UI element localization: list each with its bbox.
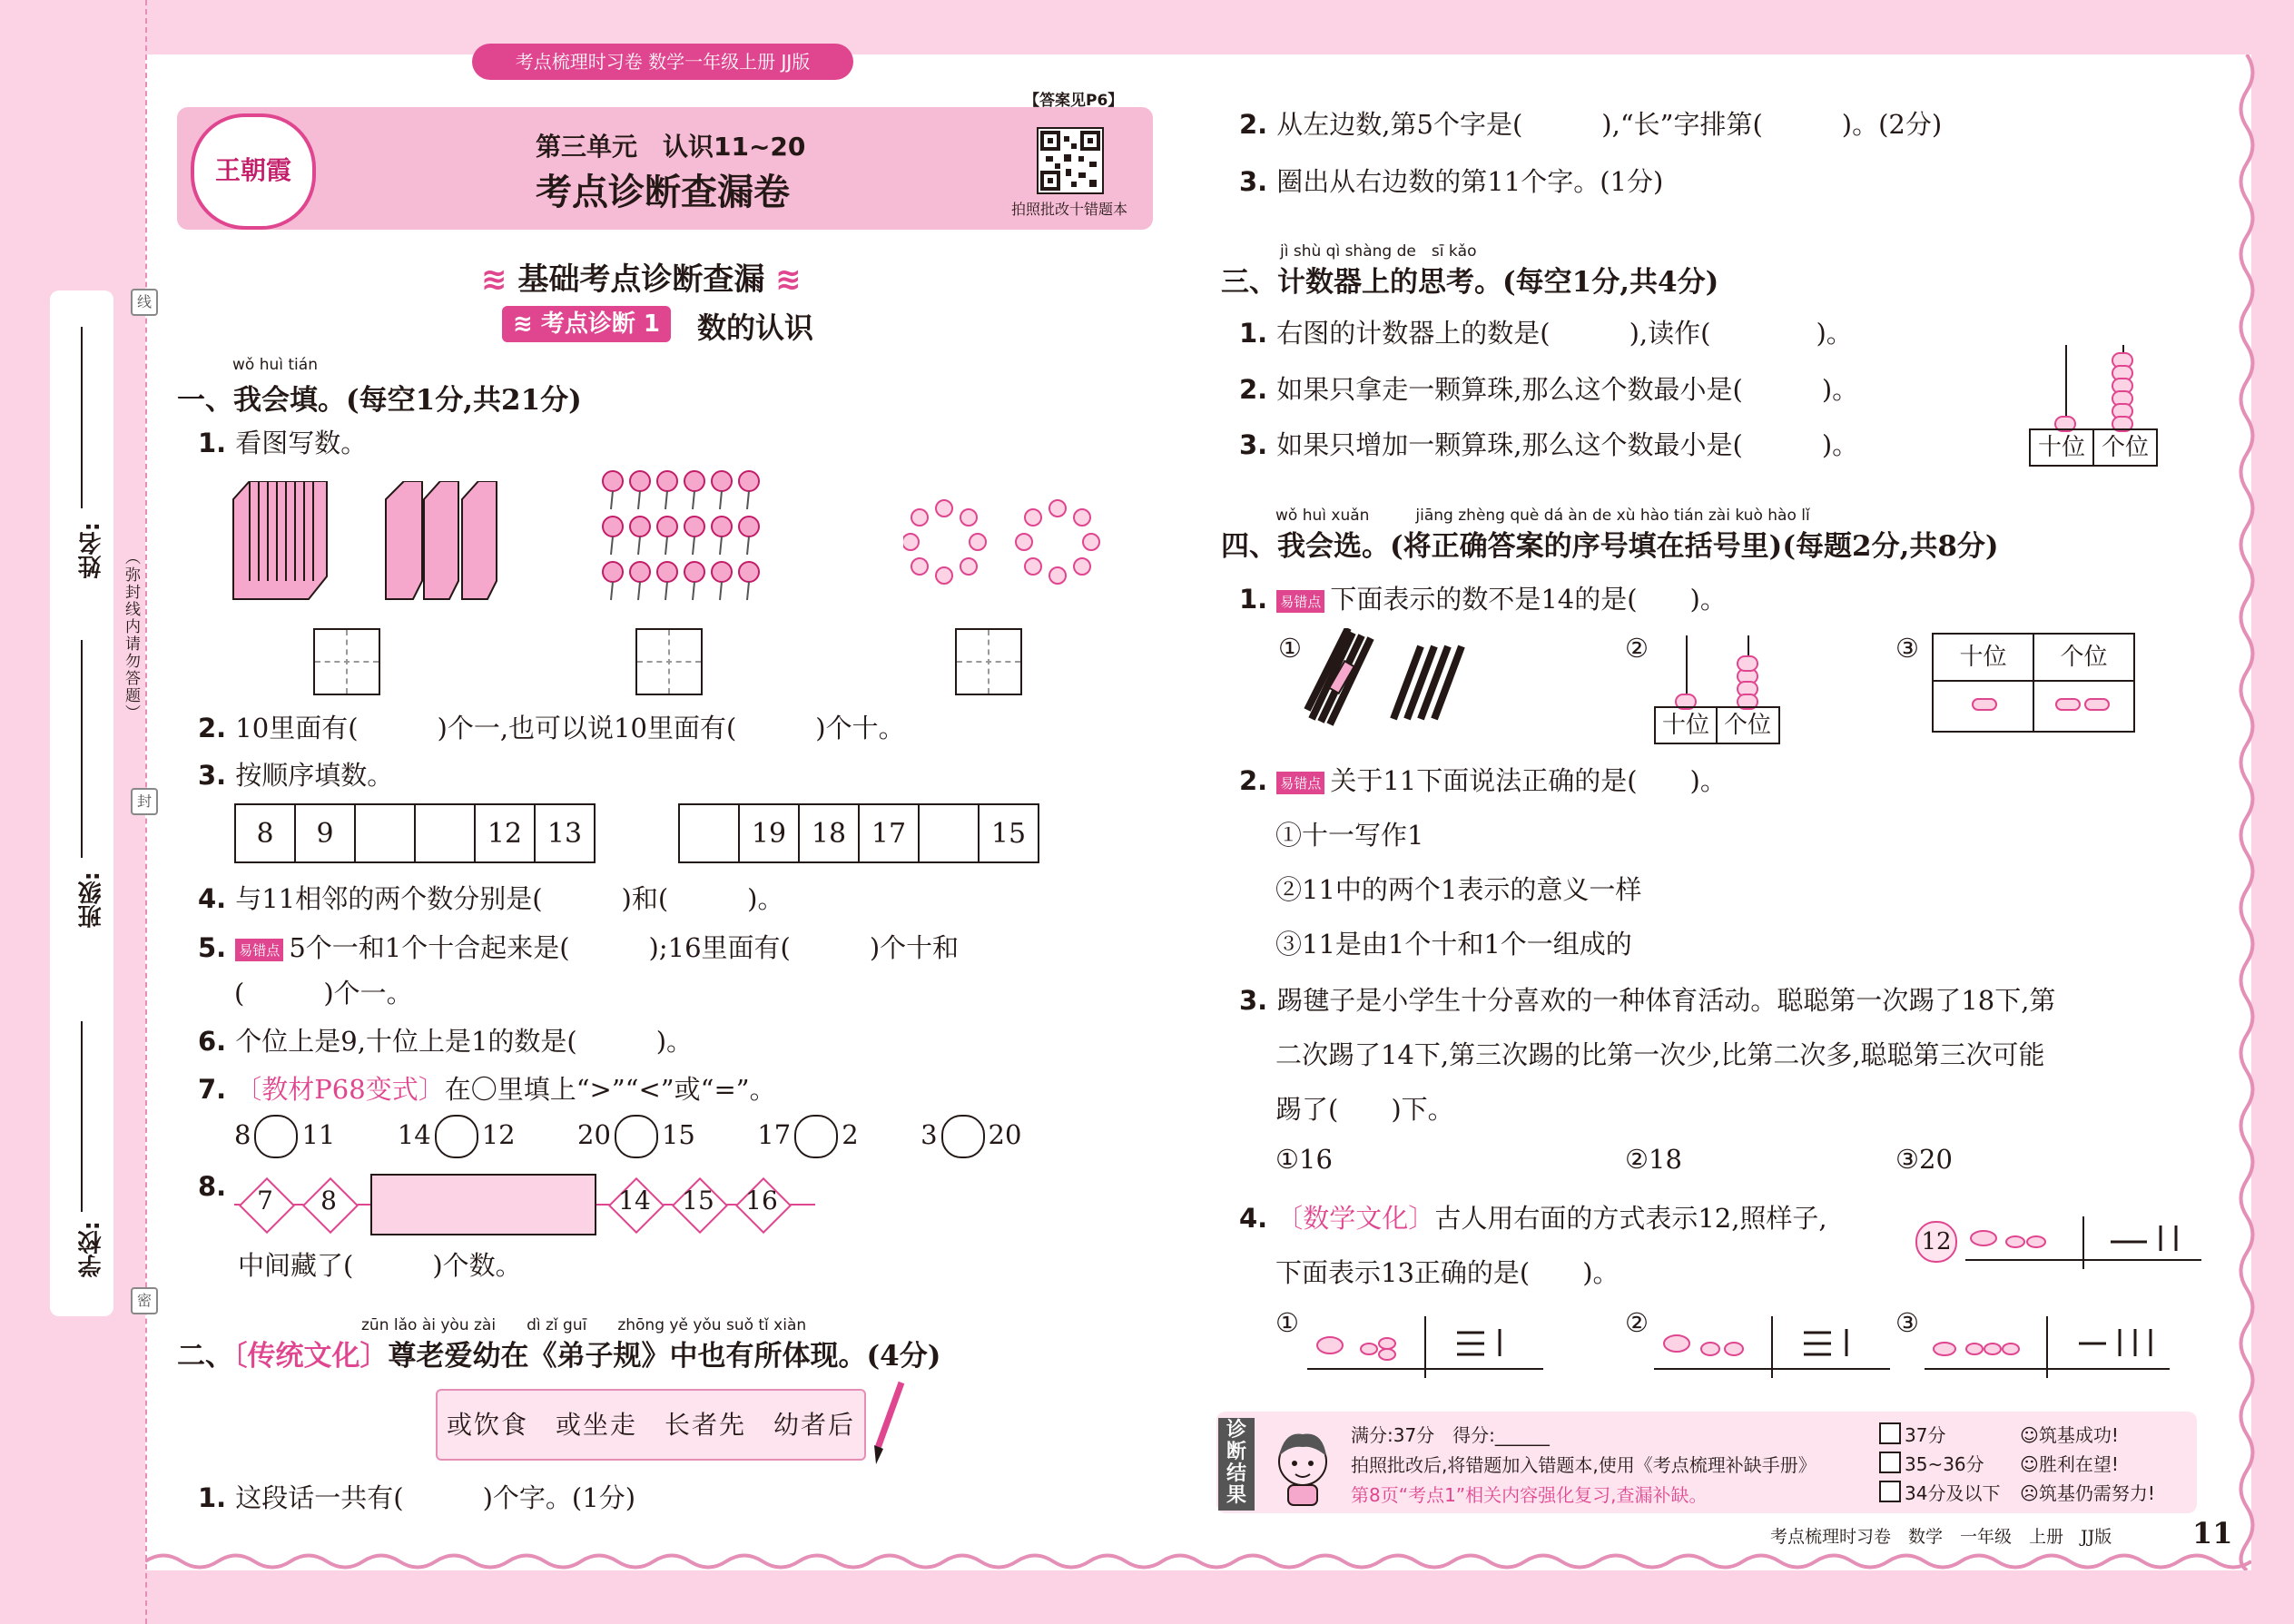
wave-border-right — [2233, 54, 2260, 1570]
footer-text: 考点梳理时习卷 数学 一年级 上册 JJ版 — [1770, 1527, 2112, 1547]
publisher-logo — [191, 113, 316, 230]
option-marker[interactable]: ③ — [1895, 633, 1919, 664]
q4-2-option[interactable]: ②11中的两个1表示的意义一样 — [1275, 874, 1642, 905]
level-range: 34分及以下 — [1905, 1482, 2001, 1504]
diamond-number: 7 — [257, 1186, 273, 1216]
close-mark: 密 — [131, 1287, 158, 1314]
q4-4: 4. 〔数学文化〕古人用右面的方式表示12,照样子, — [1239, 1203, 1827, 1234]
option-marker[interactable]: ① — [1278, 633, 1302, 664]
q4-3-line3: 踢了( )下。 — [1275, 1094, 1454, 1125]
student-avatar — [1266, 1423, 1339, 1511]
sad-icon: ☹ — [2020, 1482, 2039, 1504]
q1-5-cont: ( )个一。 — [234, 978, 413, 1009]
place-value-table: 十位 个位 — [1932, 633, 2135, 733]
bead-rings-picture — [903, 499, 1112, 594]
answer-reference: 【答案见P6】 — [1024, 92, 1124, 110]
q4-2-option[interactable]: ①十一写作1 — [1275, 820, 1424, 851]
smile-icon: ☺ — [2020, 1424, 2039, 1446]
q2-1: 1. 这段话一共有( )个字。(1分) — [198, 1482, 636, 1513]
answer-box[interactable] — [635, 628, 703, 695]
hidden-numbers-box — [370, 1174, 596, 1235]
sequence-cell[interactable] — [415, 804, 475, 862]
q4-4-line2: 下面表示13正确的是( )。 — [1275, 1257, 1620, 1288]
question-4-heading: 四、我会选。(将正确答案的序号填在括号里)(每题2分,共8分) — [1221, 530, 1999, 563]
pinyin-q2: zūn lǎo ài yòu zài dì zǐ guī zhōng yě yǒu suǒ tǐ xiàn — [361, 1316, 807, 1334]
sequence-cell: 17 — [859, 804, 919, 862]
compare-right: 11 — [301, 1119, 336, 1150]
lollipops-picture — [595, 468, 776, 616]
q1-4: 4. 与11相邻的两个数分别是( )和( )。 — [198, 883, 784, 914]
seal-notice: （弥封线内请勿答题） — [122, 549, 140, 722]
sequence-cell: 19 — [739, 804, 799, 862]
compare-left: 17 — [757, 1119, 792, 1150]
q4-1: 1. 易错点 下面表示的数不是14的是( )。 — [1239, 584, 1727, 615]
sequence-cell: 9 — [295, 804, 355, 862]
easy-mistake-badge: 易错点 — [235, 939, 283, 961]
compare-circle[interactable] — [615, 1115, 658, 1158]
compare-right: 12 — [481, 1119, 516, 1150]
ancient-numeral-sample — [1965, 1216, 2201, 1275]
advice-line-2: 第8页“考点1”相关内容强化复习,查漏补缺。 — [1351, 1484, 1708, 1506]
compare-row — [234, 1115, 1021, 1158]
name-label: 姓名: — [78, 522, 105, 579]
line-mark: 线 — [131, 289, 158, 316]
compare-circle[interactable] — [941, 1115, 985, 1158]
q4-2: 2. 易错点 关于11下面说法正确的是( )。 — [1239, 765, 1727, 796]
seal-mark: 封 — [131, 788, 158, 815]
question-1-heading: 一、我会填。(每空1分,共21分) — [177, 384, 582, 417]
wave-border-bottom — [145, 1548, 2251, 1575]
sequence-table-1 — [234, 803, 596, 863]
q2-2: 2. 从左边数,第5个字是( ),“长”字排第( )。(2分) — [1239, 109, 1943, 140]
section-title: ≋ 基础考点诊断查漏 ≋ — [481, 261, 802, 298]
school-line[interactable] — [81, 1021, 83, 1212]
answer-box[interactable] — [313, 628, 380, 695]
q1-3: 3. 按顺序填数。 — [198, 760, 394, 791]
compare-circle[interactable] — [254, 1115, 298, 1158]
level-range: 35~36分 — [1905, 1453, 1984, 1475]
sequence-cell: 12 — [475, 804, 535, 862]
q3-3: 3. 如果只增加一颗算珠,那么这个数最小是( )。 — [1239, 429, 1859, 460]
q4-3-line2: 二次踢了14下,第三次踢的比第一次少,比第二次多,聪聪第三次可能 — [1275, 1039, 2045, 1070]
diamond-number: 16 — [745, 1186, 778, 1216]
sample-number: 12 — [1915, 1221, 1957, 1263]
question-2-heading: 二、〔传统文化〕尊老爱幼在《弟子规》中也有所体现。(4分) — [177, 1340, 941, 1373]
sequence-cell: 15 — [979, 804, 1039, 862]
diamond-number: 14 — [618, 1186, 651, 1216]
compare-right: 2 — [842, 1119, 859, 1150]
sequence-table-2 — [678, 803, 1039, 863]
bead — [2055, 698, 2081, 711]
pinyin-q1: wǒ huì tián — [232, 356, 318, 374]
sequence-cell[interactable] — [355, 804, 415, 862]
bead — [1972, 698, 1997, 711]
compare-circle[interactable] — [794, 1115, 838, 1158]
q1-5: 5. 易错点 5个一和1个十合起来是( );16里面有( )个十和 — [198, 932, 960, 963]
class-line[interactable] — [81, 640, 83, 858]
sequence-cell[interactable] — [919, 804, 979, 862]
page-title: 考点诊断查漏卷 — [536, 172, 790, 213]
easy-mistake-badge: 易错点 — [1276, 590, 1324, 613]
place-value-label: 十位 个位 — [2029, 428, 2158, 467]
sequence-cell[interactable] — [679, 804, 739, 862]
diamond-number: 15 — [682, 1186, 714, 1216]
level-checkbox[interactable] — [1879, 1422, 1901, 1444]
score-line: 满分:37分 得分:______ — [1351, 1424, 1550, 1446]
page-number: 11 — [2192, 1516, 2233, 1550]
compare-circle[interactable] — [435, 1115, 478, 1158]
sequence-cell: 13 — [535, 804, 595, 862]
option-marker[interactable]: ① — [1275, 1307, 1299, 1338]
diamond-number: 8 — [320, 1186, 337, 1216]
option-numeral-2 — [1654, 1316, 1890, 1383]
q4-2-option[interactable]: ③11是由1个十和1个一组成的 — [1275, 929, 1632, 960]
level-message: ☹筑基仍需努力! — [2020, 1482, 2155, 1504]
scroll-quote: 或饮食 或坐走 长者先 幼者后 — [436, 1389, 866, 1461]
level-checkbox[interactable] — [1879, 1452, 1901, 1473]
logo-text: 王朝霞 — [214, 155, 291, 185]
bead — [2084, 698, 2110, 711]
name-line[interactable] — [81, 327, 83, 508]
q1-8-number: 8. — [198, 1171, 227, 1202]
level-range: 37分 — [1905, 1424, 1946, 1446]
diagnosis-title: 数的认识 — [697, 310, 814, 345]
diagnosis-badge: ≋ 考点诊断 1 — [502, 306, 671, 342]
sticks-bundle-picture — [1303, 628, 1466, 736]
compare-left: 8 — [234, 1119, 251, 1150]
option-marker[interactable]: ② — [1625, 1307, 1649, 1338]
pinyin-q3: jì shù qì shàng de sī kǎo — [1280, 242, 1477, 261]
option-marker[interactable]: ② — [1625, 633, 1649, 664]
brush-icon — [867, 1380, 908, 1470]
qr-code-icon[interactable] — [1037, 127, 1104, 194]
q1-1: 1. 看图写数。 — [198, 428, 368, 458]
qr-caption: 拍照批改十错题本 — [1011, 201, 1128, 218]
q1-6: 6. 个位上是9,十位上是1的数是( )。 — [198, 1026, 694, 1057]
option-numeral-1 — [1307, 1316, 1543, 1383]
q2-3: 3. 圈出从右边数的第11个字。(1分) — [1239, 166, 1664, 197]
sequence-cell: 8 — [235, 804, 295, 862]
books-bundle-picture — [231, 481, 531, 612]
q4-3-option[interactable]: ①16 — [1275, 1144, 1333, 1175]
pinyin-q4: wǒ huì xuǎn jiāng zhèng què dá àn de xù hào tián zài kuò hào lǐ — [1275, 507, 1810, 525]
q1-8-tail: 中间藏了( )个数。 — [238, 1250, 522, 1281]
answer-box[interactable] — [955, 628, 1022, 695]
compare-left: 20 — [577, 1119, 611, 1150]
advice-line-1: 拍照批改后,将错题加入错题本,使用《考点梳理补缺手册》 — [1351, 1454, 1816, 1476]
q1-7: 7. 〔教材P68变式〕在〇里填上“>”“<”或“=”。 — [198, 1074, 776, 1105]
option-numeral-3 — [1925, 1316, 2170, 1383]
place-value-label: 十位 个位 — [1654, 706, 1780, 744]
q3-2: 2. 如果只拿走一颗算珠,那么这个数最小是( )。 — [1239, 374, 1859, 405]
q4-3-option[interactable]: ②18 — [1625, 1144, 1682, 1175]
unit-title: 第三单元 认识11~20 — [536, 132, 806, 162]
compare-right: 15 — [661, 1119, 695, 1150]
wave-icon: ≋ — [481, 261, 518, 298]
q4-3: 3. 踢毽子是小学生十分喜欢的一种体育活动。聪聪第一次踢了18下,第 — [1239, 985, 2056, 1016]
result-header: 诊断结果 — [1218, 1418, 1255, 1511]
easy-mistake-badge: 易错点 — [1276, 772, 1324, 794]
compare-left: 3 — [921, 1119, 938, 1150]
option-marker[interactable]: ③ — [1895, 1307, 1919, 1338]
level-message: ☺筑基成功! — [2020, 1424, 2119, 1446]
compare-left: 14 — [397, 1119, 431, 1150]
q1-2: 2. 10里面有( )个一,也可以说10里面有( )个十。 — [198, 713, 905, 743]
q4-3-option[interactable]: ③20 — [1895, 1144, 1953, 1175]
series-tag: 考点梳理时习卷 数学一年级上册 JJ版 — [472, 44, 853, 80]
question-3-heading: 三、计数器上的思考。(每空1分,共4分) — [1221, 266, 1719, 299]
class-label: 班级: — [78, 871, 105, 929]
bead — [1737, 655, 1758, 672]
compare-right: 20 — [988, 1119, 1022, 1150]
level-message: ☺胜利在望! — [2020, 1453, 2119, 1475]
wave-icon: ≋ — [764, 261, 802, 298]
smile-icon: ☺ — [2020, 1453, 2039, 1475]
sequence-cell: 18 — [799, 804, 859, 862]
level-checkbox[interactable] — [1879, 1481, 1901, 1502]
q3-1: 1. 右图的计数器上的数是( ),读作( )。 — [1239, 318, 1853, 349]
school-label: 学校: — [78, 1221, 105, 1278]
